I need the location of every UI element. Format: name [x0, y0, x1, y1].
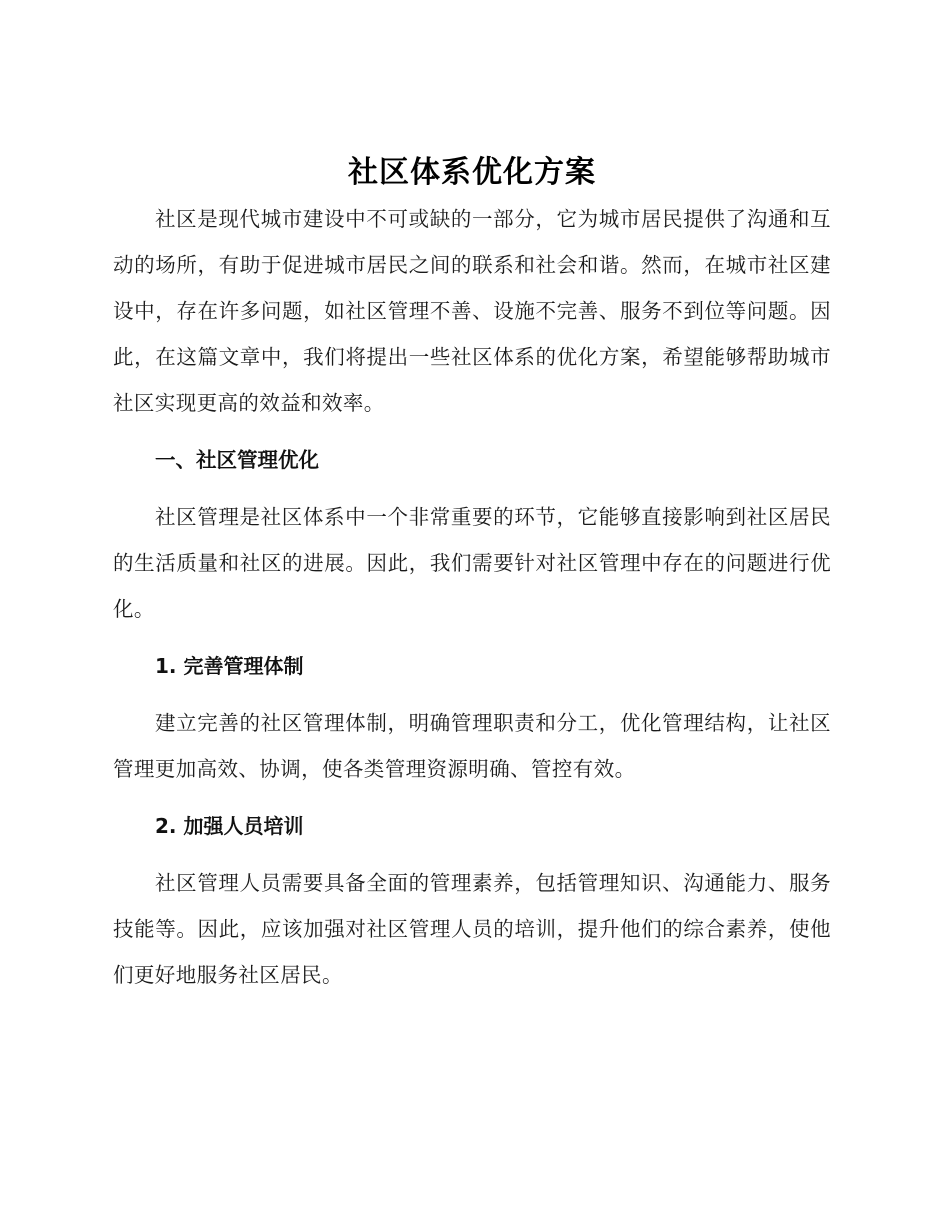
subsection-paragraph-system: 建立完善的社区管理体制，明确管理职责和分工，优化管理结构，让社区管理更加高效、协调，使各类管理资源明确、管控有效。: [113, 711, 831, 781]
subsection-heading-training: 2. 加强人员培训: [155, 814, 304, 838]
subsection-paragraph-training: 社区管理人员需要具备全面的管理素养，包括管理知识、沟通能力、服务技能等。因此，应该加强对社区管理人员的培训，提升他们的综合素养，使他们更好地服务社区居民。: [113, 871, 831, 987]
document-title: 社区体系优化方案: [348, 155, 596, 190]
subsection-heading-system: 1. 完善管理体制: [155, 654, 304, 678]
document-content: [113, 150, 831, 998]
section-heading-management: 一、社区管理优化: [155, 448, 319, 472]
intro-paragraph: 社区是现代城市建设中不可或缺的一部分，它为城市居民提供了沟通和互动的场所，有助于促进城市居民之间的联系和社会和谐。然而，在城市社区建设中，存在许多问题，如社区管理不善、设施不完善、服务不到位等问题。因此，在这篇文章中，我们将提出一些社区体系的优化方案，希望能够帮助城市社区实现更高的效益和效率。: [113, 207, 831, 415]
section-paragraph-management: 社区管理是社区体系中一个非常重要的环节，它能够直接影响到社区居民的生活质量和社区的进展。因此，我们需要针对社区管理中存在的问题进行优化。: [113, 505, 831, 621]
